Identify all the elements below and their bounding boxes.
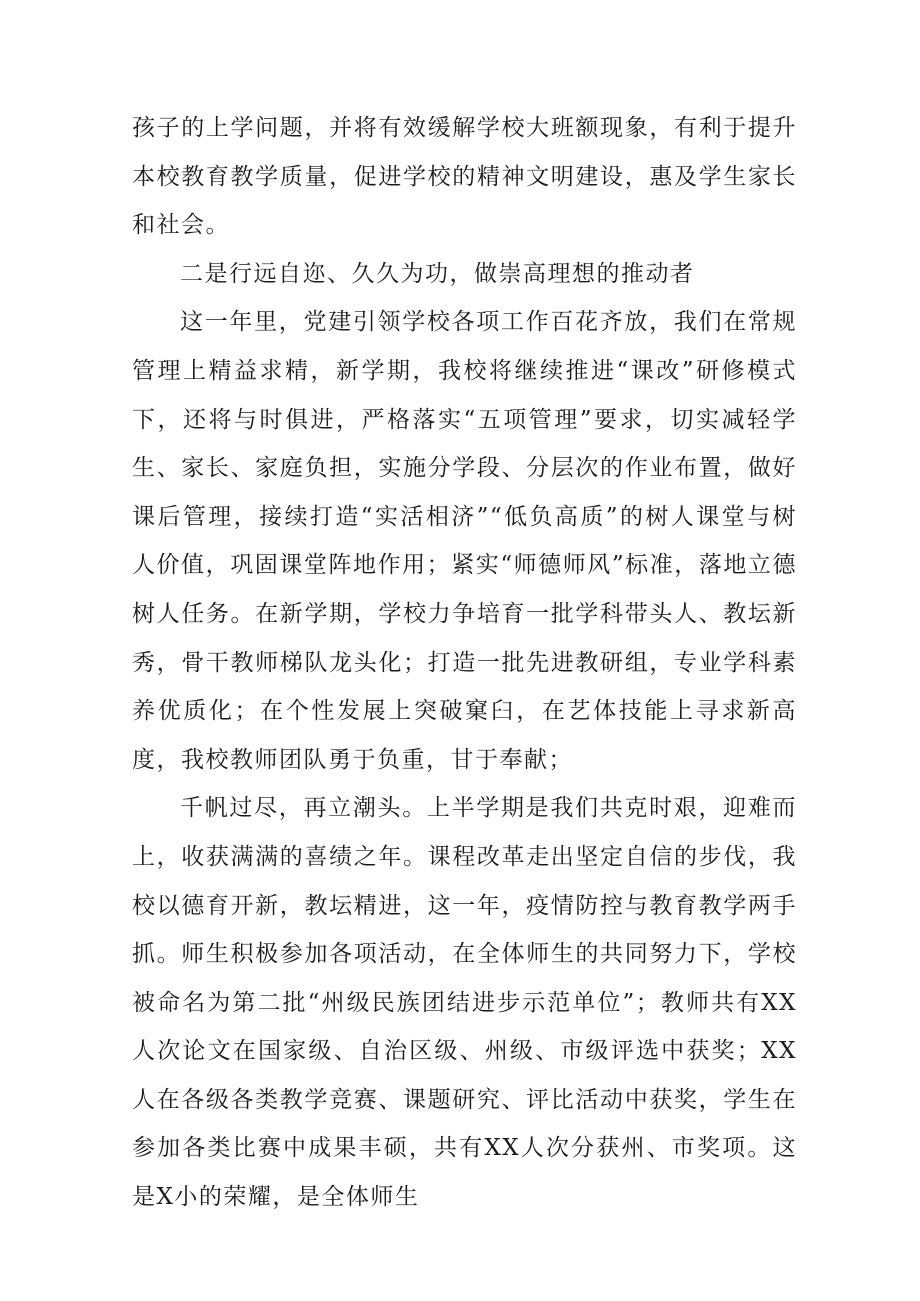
- document-body: [132, 104, 797, 1222]
- paragraph-continuation: 孩子的上学问题，并将有效缓解学校大班额现象，有利于提升本校教育教学质量，促进学校的精神文明建设，惠及学生家长和社会。: [132, 115, 797, 239]
- section-heading: 二是行远自迩、久久为功，做崇高理想的推动者: [180, 260, 695, 287]
- paragraph-management: 这一年里，党建引领学校各项工作百花齐放，我们在常规管理上精益求精，新学期，我校将继续推进“课改”研修模式下，还将与时俱进，严格落实“五项管理”要求，切实减轻学生、家长、家庭负担，实施分学段、分层次的作业布置，做好课后管理，接续打造“实活相济”“低负高质”的树人课堂与树人价值，巩固课堂阵地作用；紧实“师德师风”标准，落地立德树人任务。在新学期，学校力争培育一批学科带头人、教坛新秀，骨干教师梯队龙头化；打造一批先进教研组，专业学科素养优质化；在个性发展上突破窠臼，在艺体技能上寻求新高度，我校教师团队勇于负重，甘于奉献；: [132, 309, 797, 773]
- paragraph-achievements: 千帆过尽，再立潮头。上半学期是我们共克时艰，迎难而上，收获满满的喜绩之年。课程改革走出坚定自信的步伐，我校以德育开新，教坛精进，这一年，疫情防控与教育教学两手抓。师生积极参加各项活动，在全体师生的共同努力下，学校被命名为第二批“州级民族团结进步示范单位”；教师共有XX人次论文在国家级、自治区级、州级、市级评选中获奖；XX人在各级各类教学竞赛、课题研究、评比活动中获奖，学生在参加各类比赛中成果丰硕，共有XX人次分获州、市奖项。这是X小的荣耀，是全体师生: [132, 795, 797, 1211]
